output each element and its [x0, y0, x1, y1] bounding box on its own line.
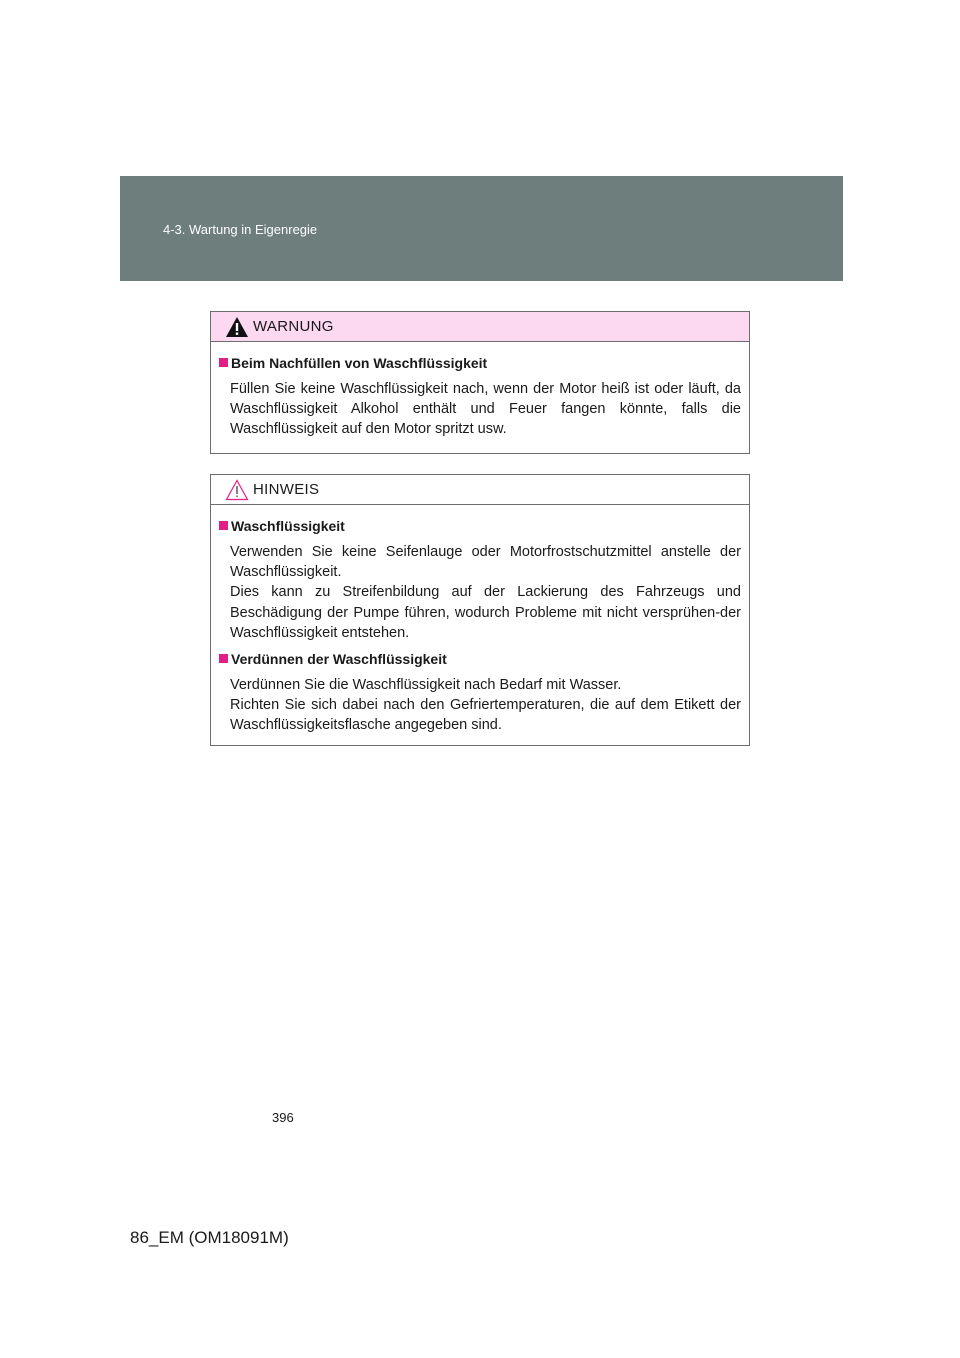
- bullet-square-icon: [219, 521, 228, 530]
- warning-icon: [225, 316, 249, 338]
- notice-item-text: Verwenden Sie keine Seifenlauge oder Motorfrostschutzmittel anstelle der Waschflüssigkeit.: [230, 544, 741, 581]
- warning-title: WARNUNG: [253, 318, 334, 335]
- notice-box: [210, 474, 750, 746]
- section-title: 4-3. Wartung in Eigenregie: [163, 222, 318, 237]
- notice-header: [211, 475, 749, 505]
- notice-title: HINWEIS: [253, 481, 320, 498]
- notice-item-text: Dies kann zu Streifenbildung auf der Lackierung des Fahrzeugs und Beschädigung der Pumpe führen, wodurch Probleme mit nicht versprühen-der Waschflüssigkeit entstehen.: [230, 584, 741, 641]
- bullet-square-icon: [219, 358, 228, 367]
- bullet-square-icon: [219, 654, 228, 663]
- warning-box: [210, 311, 750, 454]
- notice-item-heading: Verdünnen der Waschflüssigkeit: [219, 649, 741, 669]
- notice-item-text: Richten Sie sich dabei nach den Gefriertemperaturen, die auf dem Etikett der Waschflüssigkeitsflasche angegeben sind.: [230, 697, 741, 734]
- caution-outline-icon: [225, 479, 249, 501]
- warning-item-text: Füllen Sie keine Waschflüssigkeit nach, wenn der Motor heiß ist oder läuft, da Waschflüssigkeit Alkohol enthält und Feuer fangen könnte, falls die Waschflüssigkeit auf den Motor spritzt usw.: [230, 381, 741, 438]
- notice-item-text: Verdünnen Sie die Waschflüssigkeit nach Bedarf mit Wasser.: [230, 677, 622, 694]
- document-code: 86_EM (OM18091M): [130, 1228, 289, 1247]
- page-number: 396: [272, 1110, 294, 1125]
- warning-header: [211, 312, 749, 342]
- notice-item-heading: Waschflüssigkeit: [219, 516, 741, 536]
- warning-item-heading: Beim Nachfüllen von Waschflüssigkeit: [219, 353, 741, 373]
- section-header: [120, 176, 843, 281]
